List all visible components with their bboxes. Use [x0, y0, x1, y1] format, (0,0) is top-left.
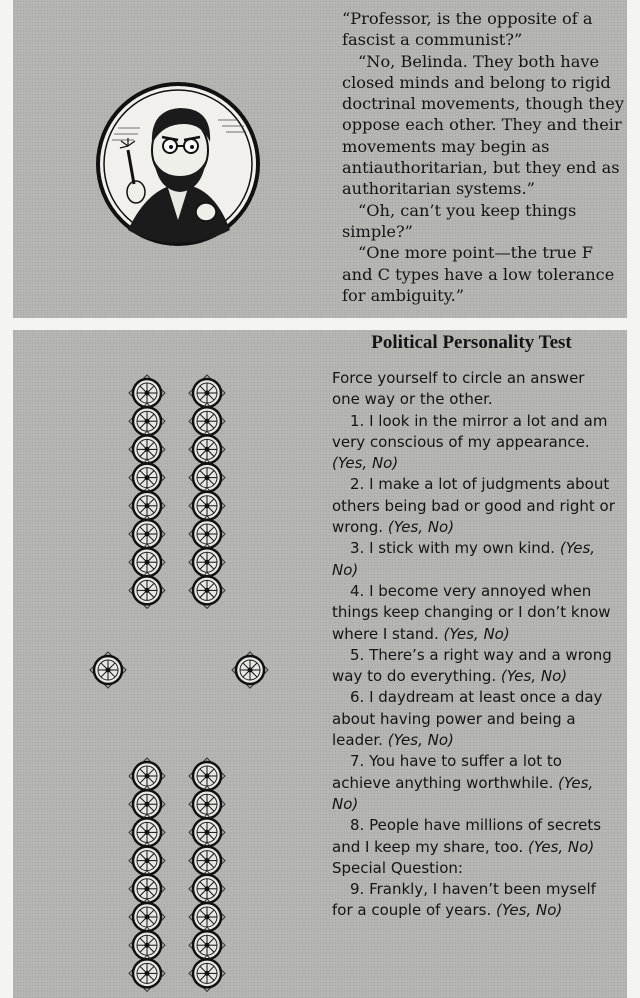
question-number: 7. [350, 752, 365, 771]
wheel-ornament-icon [189, 758, 225, 794]
question-5 [332, 645, 616, 688]
wheel-ornament-icon [189, 786, 225, 822]
wheel-ornament-icon [189, 488, 225, 524]
question-number: 3. [350, 539, 365, 558]
wheel-ornament-icon [129, 375, 165, 411]
answer-choices: (Yes, No) [443, 624, 510, 643]
question-2 [332, 474, 616, 538]
question-number: 6. [350, 688, 365, 707]
test-intro: Force yourself to circle an answer one way or the other. [332, 369, 585, 409]
question-number: 8. [350, 816, 365, 835]
question-number: 2. [350, 475, 365, 494]
test-title: Political Personality Test [371, 332, 572, 353]
dialogue-text [342, 8, 626, 306]
dialogue-line: “Oh, can’t you keep things simple?” [342, 200, 577, 241]
dialogue-line: “Professor, is the opposite of a fascist a communist?” [342, 9, 593, 50]
answer-choices: (Yes, No) [332, 539, 596, 579]
question-text: I look in the mirror a lot and am very conscious of my appearance. [332, 411, 608, 451]
question-text: I make a lot of judgments about others being bad or good and right or wrong. [332, 475, 615, 537]
wheel-ornament-icon [129, 758, 165, 794]
question-9 [332, 879, 616, 922]
question-number: 5. [350, 645, 365, 664]
wheel-ornament-icon [189, 431, 225, 467]
question-text: I daydream at least once a day about having power and being a leader. [332, 688, 603, 750]
question-number: 9. [350, 880, 365, 899]
wheel-ornament-icon [129, 927, 165, 963]
dialogue-line: “One more point—the true F and C types have a low tolerance for ambiguity.” [342, 243, 615, 305]
question-text: There’s a right way and a wrong way to do everything. [332, 645, 612, 686]
question-1 [332, 411, 616, 475]
answer-choices: (Yes, No) [387, 731, 454, 750]
question-text: Frankly, I haven’t been myself for a couple of years. [332, 880, 596, 920]
wheel-ornament-icon [189, 814, 225, 850]
wheel-ornament-icon [90, 652, 126, 688]
wheel-ornament-icon [129, 403, 165, 439]
answer-choices: (Yes, No) [500, 667, 568, 686]
wheel-ornament-icon [189, 572, 225, 608]
question-3 [332, 538, 616, 581]
wheel-ornament-icon [129, 955, 165, 991]
wheel-ornament-icon [189, 899, 225, 935]
wheel-ornament-icon [129, 544, 165, 580]
professor-portrait-icon [88, 80, 268, 248]
wheel-ornament-icon [129, 786, 165, 822]
answer-choices: (Yes, No) [496, 901, 563, 920]
wheel-ornament-icon [189, 516, 225, 552]
question-4 [332, 581, 616, 645]
question-6 [332, 687, 616, 751]
wheel-ornament-icon [189, 955, 225, 991]
special-question-label: Special Question: [332, 858, 463, 877]
question-text: People have millions of secrets and I keep my share, too. [332, 816, 602, 856]
dialogue-line: “No, Belinda. They both have closed minds and belong to rigid doctrinal movements, though they oppose each other. They and their movements may begin as antiauthoritarian, but they end as authoritarian systems.” [342, 51, 624, 199]
question-text: I become very annoyed when things keep changing or I don’t know where I stand. [332, 581, 611, 643]
question-number: 4. [350, 581, 365, 600]
answer-choices: (Yes, No) [387, 518, 455, 537]
wheel-ornament-icon [189, 544, 225, 580]
answer-choices: (Yes, No) [332, 454, 399, 473]
question-text: I stick with my own kind. [369, 539, 556, 558]
wheel-ornament-icon [189, 843, 225, 879]
dialogue-panel [13, 0, 627, 318]
question-8 [332, 815, 616, 858]
wheel-ornament-icon [129, 843, 165, 879]
test-body [332, 368, 616, 922]
wheel-ornament-icon [129, 431, 165, 467]
wheel-ornament-icon [189, 403, 225, 439]
wheel-ornament-icon [129, 871, 165, 907]
wheel-ornament-icon [189, 871, 225, 907]
question-number: 1. [350, 411, 365, 430]
question-7 [332, 751, 616, 815]
wheel-ornament-icon [129, 488, 165, 524]
answer-choices: (Yes, No) [332, 773, 594, 813]
wheel-ornament-icon [129, 899, 165, 935]
wheel-ornament-icon [129, 572, 165, 608]
wheel-ornament-icon [189, 460, 225, 496]
question-text: You have to suffer a lot to achieve anything worthwhile. [332, 752, 562, 792]
wheel-ornament-icon [189, 375, 225, 411]
wheel-ornament-icon [232, 652, 268, 688]
answer-choices: (Yes, No) [527, 837, 595, 856]
wheel-ornament-icon [129, 460, 165, 496]
wheel-ornament-icon [189, 927, 225, 963]
wheel-ornament-icon [129, 814, 165, 850]
wheel-ornament-icon [129, 516, 165, 552]
